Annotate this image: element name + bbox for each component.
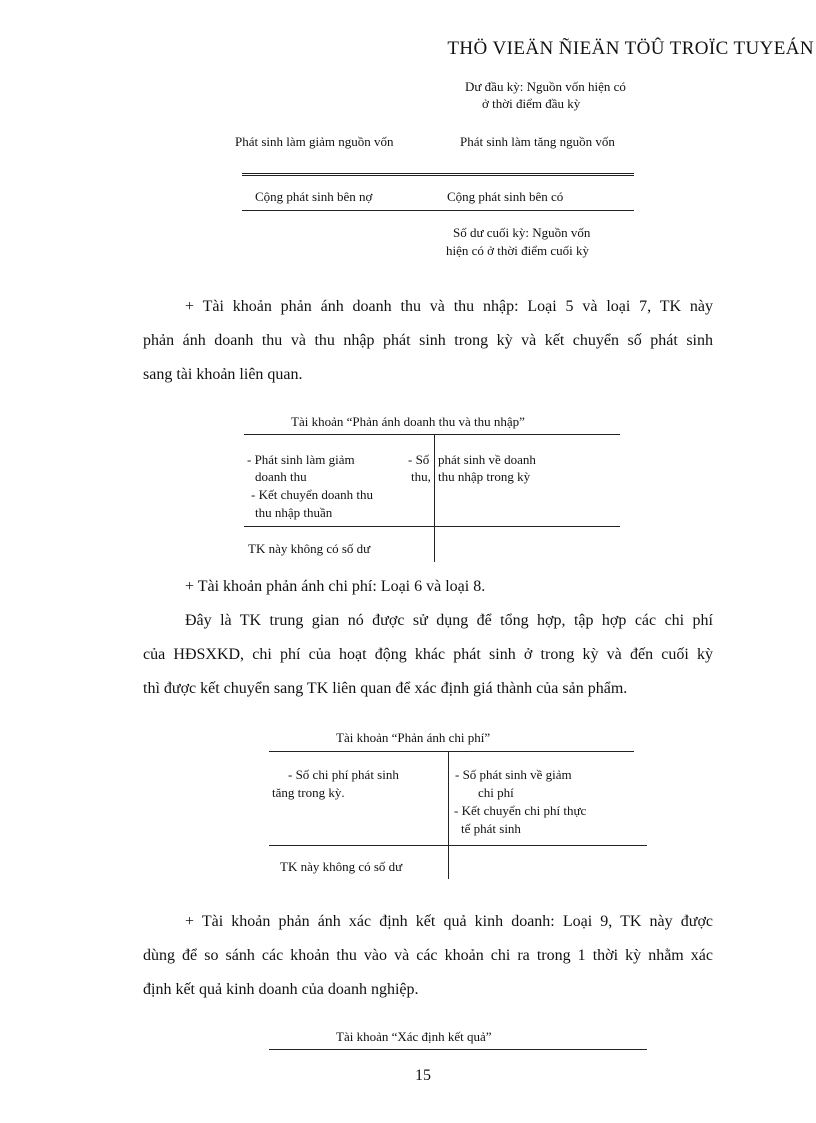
diagram4-top-rule xyxy=(269,1049,647,1050)
paragraph-line: phản ánh doanh thu và thu nhập phát sinh trong kỳ và kết chuyển số phát sinh xyxy=(143,332,713,349)
paragraph-line: + Tài khoản phản ánh doanh thu và thu nhập: Loại 5 và loại 7, TK này xyxy=(185,298,713,315)
paragraph-line: thì được kết chuyển sang TK liên quan để xác định giá thành của sản phẩm. xyxy=(143,680,628,697)
opening-balance-line-2: ở thời điểm đầu kỳ xyxy=(482,96,581,111)
closing-balance-line-2: hiện có ở thời điểm cuối kỳ xyxy=(446,243,589,258)
diagram3-divider xyxy=(448,751,449,879)
diagram3-right-line: chi phí xyxy=(478,785,514,800)
diagram3-right-line: - Số phát sinh về giảm xyxy=(455,767,572,782)
diagram2-right-line: thu nhập trong kỳ xyxy=(438,469,531,484)
paragraph-line: + Tài khoản phản ánh xác định kết quả kinh doanh: Loại 9, TK này được xyxy=(185,913,713,930)
diagram1-bottom-rule xyxy=(242,210,634,211)
credit-label: Phát sinh làm tăng nguồn vốn xyxy=(460,134,615,149)
diagram2-left-line: - Phát sinh làm giảm xyxy=(247,452,355,467)
debit-label: Phát sinh làm giảm nguồn vốn xyxy=(235,134,394,149)
diagram2-left-line: doanh thu xyxy=(255,469,307,484)
page-number: 15 xyxy=(415,1067,431,1084)
paragraph-line: định kết quả kinh doanh của doanh nghiệp. xyxy=(143,981,419,998)
diagram2-left-line: - Kết chuyển doanh thu xyxy=(251,487,374,502)
diagram3-footer: TK này không có số dư xyxy=(280,859,403,874)
opening-balance-line-1: Dư đầu kỳ: Nguồn vốn hiện có xyxy=(465,79,626,94)
paragraph-line: + Tài khoản phản ánh chi phí: Loại 6 và loại 8. xyxy=(185,578,486,595)
paragraph-line: sang tài khoản liên quan. xyxy=(143,366,303,383)
diagram1-total-rule xyxy=(242,173,634,176)
diagram2-title: Tài khoản “Phản ánh doanh thu và thu nhập” xyxy=(291,414,525,429)
closing-balance-line-1: Số dư cuối kỳ: Nguồn vốn xyxy=(453,225,591,240)
paragraph-line: dùng để so sánh các khoản thu vào và các khoản chi ra trong 1 thời kỳ nhằm xác xyxy=(143,947,713,964)
diagram2-divider xyxy=(434,434,435,562)
paragraph-line: của HĐSXKD, chi phí của hoạt động khác phát sinh ở trong kỳ và đến cuối kỳ xyxy=(143,646,713,663)
diagram3-right-line: tế phát sinh xyxy=(461,821,521,836)
diagram3-bottom-rule xyxy=(269,845,647,846)
debit-total: Cộng phát sinh bên nợ xyxy=(255,189,373,204)
diagram2-left-line: thu nhập thuần xyxy=(255,505,333,520)
diagram2-footer: TK này không có số dư xyxy=(248,541,371,556)
diagram2-right-fragment: - Số xyxy=(408,452,430,467)
credit-total: Cộng phát sinh bên có xyxy=(447,189,564,204)
diagram2-right-line: phát sinh về doanh xyxy=(438,452,536,467)
diagram3-right-line: - Kết chuyển chi phí thực xyxy=(454,803,587,818)
diagram2-top-rule xyxy=(244,434,620,435)
page-header-title: THÖ VIEÄN ÑIEÄN TÖÛ TROÏC TUYEÁN xyxy=(447,38,814,59)
diagram3-top-rule xyxy=(269,751,634,752)
paragraph-line: Đây là TK trung gian nó được sử dụng để tổng hợp, tập hợp các chi phí xyxy=(185,612,713,629)
diagram3-left-line: tăng trong kỳ. xyxy=(272,785,345,800)
diagram3-left-line: - Số chi phí phát sinh xyxy=(288,767,399,782)
diagram4-title: Tài khoản “Xác định kết quả” xyxy=(336,1029,492,1044)
diagram2-right-fragment: thu, xyxy=(411,469,431,484)
diagram2-bottom-rule xyxy=(244,526,620,527)
diagram3-title: Tài khoản “Phản ánh chi phí” xyxy=(336,730,491,745)
